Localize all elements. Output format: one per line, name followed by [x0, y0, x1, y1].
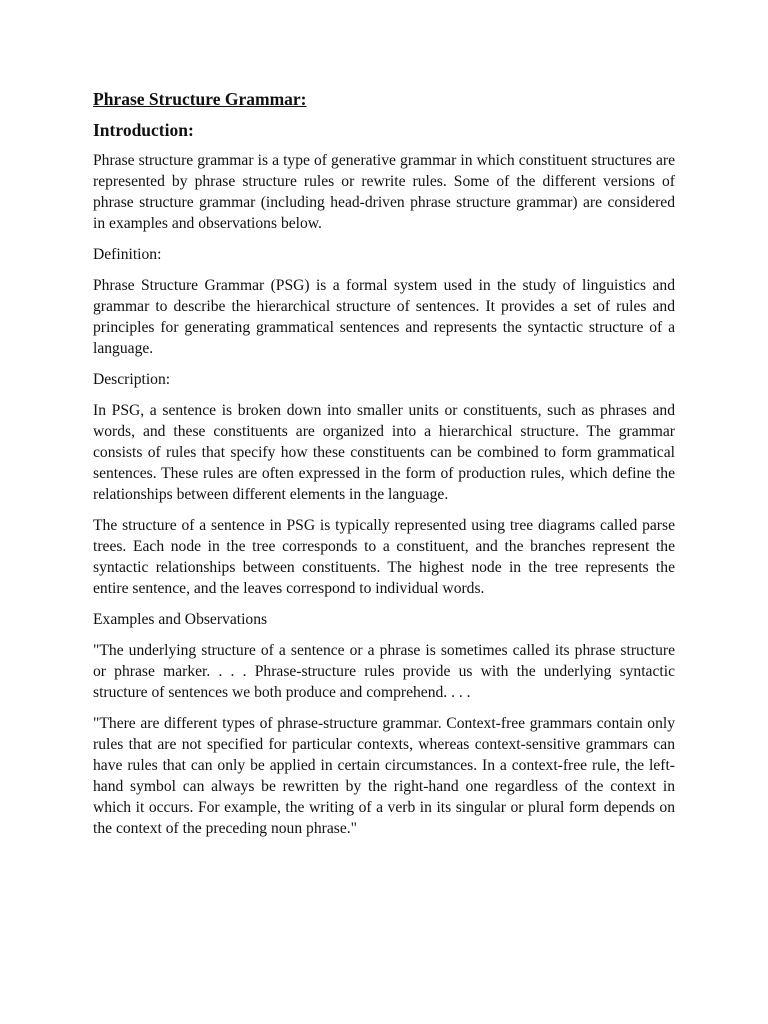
description-paragraph-1: In PSG, a sentence is broken down into smaller units or constituents, such as phrases and words, and these constituents are organized into a hierarchical structure. The grammar consists of rules that specify how these constituents can be combined to form grammatical sentences. These rules are often expressed in the form of production rules, which define the relationships between different elements in the language.	[93, 402, 675, 503]
introduction-paragraph: Phrase structure grammar is a type of generative grammar in which constituent structures are represented by phrase structure rules or rewrite rules. Some of the different versions of phrase structure grammar (including head-driven phrase structure grammar) are considered in examples and observations below.	[93, 152, 675, 232]
definition-paragraph: Phrase Structure Grammar (PSG) is a formal system used in the study of linguistics and grammar to describe the hierarchical structure of sentences. It provides a set of rules and principles for generating grammatical sentences and represents the syntactic structure of a language.	[93, 277, 675, 357]
introduction-heading: Introduction:	[93, 120, 194, 140]
description-paragraph-2: The structure of a sentence in PSG is typically represented using tree diagrams called parse trees. Each node in the tree corresponds to a constituent, and the branches represent the syntactic relationships between constituents. The highest node in the tree represents the entire sentence, and the leaves correspond to individual words.	[93, 517, 675, 597]
definition-label: Definition:	[93, 246, 162, 263]
document-page	[93, 88, 675, 849]
quote-paragraph-1: "The underlying structure of a sentence or a phrase is sometimes called its phrase structure or phrase marker. . . . Phrase-structure rules provide us with the underlying syntactic structure of sentences we both produce and comprehend. . . .	[93, 642, 675, 701]
description-label: Description:	[93, 371, 171, 388]
document-title: Phrase Structure Grammar:	[93, 89, 307, 109]
examples-label: Examples and Observations	[93, 611, 268, 628]
quote-paragraph-2: "There are different types of phrase-structure grammar. Context-free grammars contain only rules that are not specified for particular contexts, whereas context-sensitive grammars can have rules that can only be applied in certain circumstances. In a context-free rule, the left-hand symbol can always be rewritten by the right-hand one regardless of the context in which it occurs. For example, the writing of a verb in its singular or plural form depends on the context of the preceding noun phrase."	[93, 715, 675, 837]
